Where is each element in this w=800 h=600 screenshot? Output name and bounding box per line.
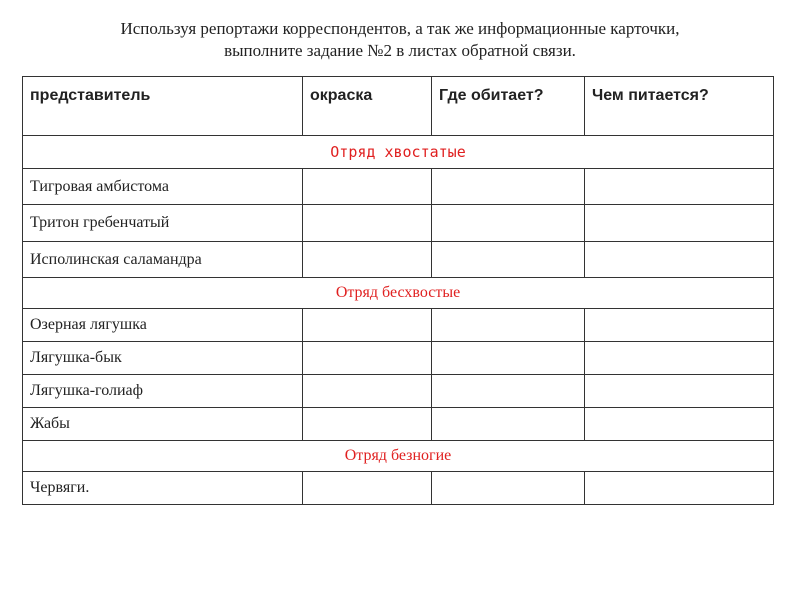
instruction-line-1: Используя репортажи корреспондентов, а так же информационные карточки,: [120, 19, 680, 38]
table-row: [23, 375, 774, 408]
diet-cell[interactable]: [585, 309, 774, 342]
habitat-cell[interactable]: [432, 472, 585, 505]
coloring-cell[interactable]: [303, 205, 432, 242]
diet-cell[interactable]: [585, 169, 774, 205]
species-name: Лягушка-голиаф: [23, 375, 303, 408]
instruction-line-2: выполните задание №2 в листах обратной связи.: [224, 41, 576, 60]
coloring-cell[interactable]: [303, 309, 432, 342]
diet-cell[interactable]: [585, 242, 774, 278]
habitat-cell[interactable]: [432, 375, 585, 408]
header-habitat: Где обитает?: [432, 77, 585, 136]
table-row: [23, 169, 774, 205]
coloring-cell[interactable]: [303, 169, 432, 205]
table-row: [23, 205, 774, 242]
instruction-text: [40, 18, 760, 62]
group-label-anura: Отряд бесхвостые: [23, 278, 774, 309]
species-name: Тигровая амбистома: [23, 169, 303, 205]
table-row: [23, 309, 774, 342]
table-row: [23, 242, 774, 278]
table-header-row: [23, 77, 774, 136]
habitat-cell[interactable]: [432, 205, 585, 242]
group-label-apoda: Отряд безногие: [23, 441, 774, 472]
diet-cell[interactable]: [585, 205, 774, 242]
diet-cell[interactable]: [585, 408, 774, 441]
table-row: [23, 342, 774, 375]
coloring-cell[interactable]: [303, 472, 432, 505]
species-name: Жабы: [23, 408, 303, 441]
coloring-cell[interactable]: [303, 408, 432, 441]
species-name: Исполинская саламандра: [23, 242, 303, 278]
diet-cell[interactable]: [585, 375, 774, 408]
coloring-cell[interactable]: [303, 342, 432, 375]
header-coloring: окраска: [303, 77, 432, 136]
diet-cell[interactable]: [585, 472, 774, 505]
habitat-cell[interactable]: [432, 342, 585, 375]
habitat-cell[interactable]: [432, 408, 585, 441]
species-name: Тритон гребенчатый: [23, 205, 303, 242]
habitat-cell[interactable]: [432, 242, 585, 278]
header-diet: Чем питается?: [585, 77, 774, 136]
coloring-cell[interactable]: [303, 375, 432, 408]
group-row: [23, 278, 774, 309]
header-representative: представитель: [23, 77, 303, 136]
group-label-caudata: Отряд хвостатые: [23, 136, 774, 169]
habitat-cell[interactable]: [432, 309, 585, 342]
group-row: [23, 441, 774, 472]
species-name: Червяги.: [23, 472, 303, 505]
habitat-cell[interactable]: [432, 169, 585, 205]
group-row: [23, 136, 774, 169]
amphibian-table: [22, 76, 774, 505]
species-name: Озерная лягушка: [23, 309, 303, 342]
table-row: [23, 472, 774, 505]
coloring-cell[interactable]: [303, 242, 432, 278]
species-name: Лягушка-бык: [23, 342, 303, 375]
diet-cell[interactable]: [585, 342, 774, 375]
table-row: [23, 408, 774, 441]
